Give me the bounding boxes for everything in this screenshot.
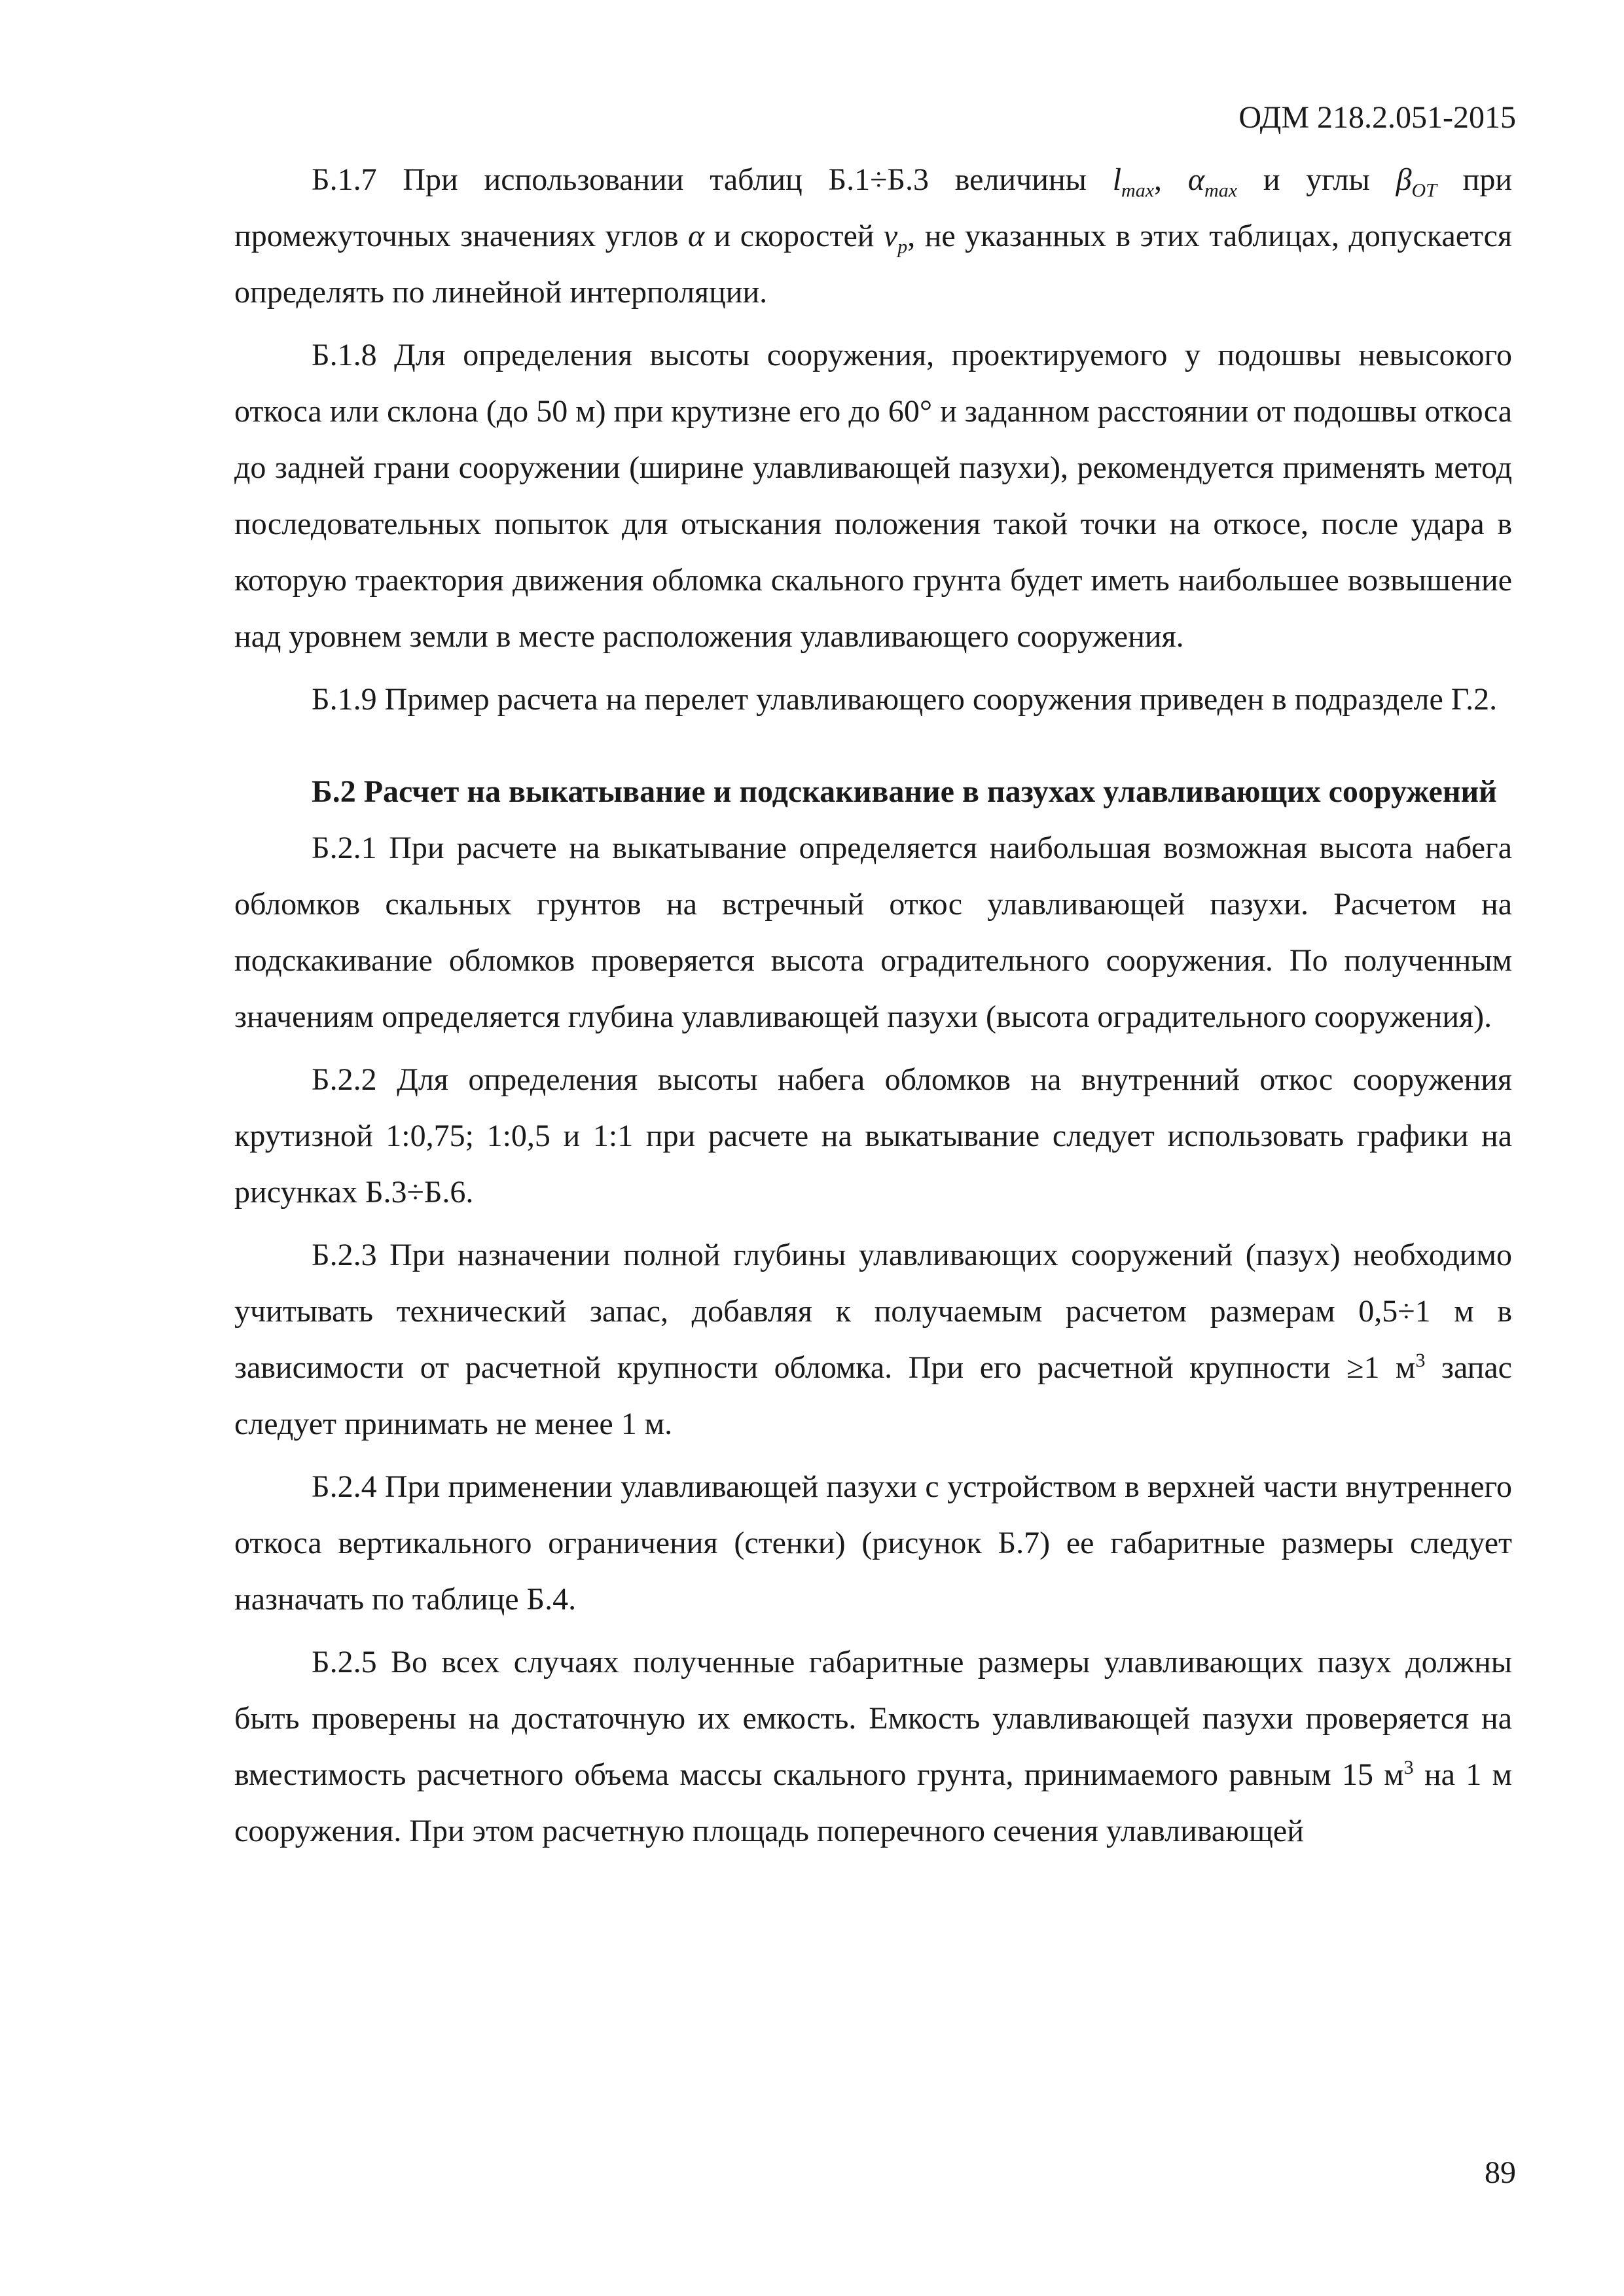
paragraph-b1-7: Б.1.7 При использовании таблиц Б.1÷Б.3 величины $l_{max}$, $\alpha_{max}$ и углы $\beta_{OT}$ при промежуточных значениях углов α и скоростей $v_p$, не указанных в этих таблицах, допускается определять по линейной интерполяции.: [234, 162, 1513, 310]
document-code: ОДМ 218.2.051-2015: [1238, 100, 1516, 135]
paragraph-b2-5: Б.2.5 Во всех случаях полученные габаритные размеры улавливающих пазух должны быть проверены на достаточную их емкость. Емкость улавливающей пазухи проверяется на вместимость расчетного объема массы скального грунта, принимаемого равным 15 $м^3$ на 1 м сооружения. При этом расчетную площадь поперечного сечения улавливающей: [234, 1645, 1512, 1848]
paragraph-b1-8: Б.1.8 Для определения высоты сооружения, проектируемого у подошвы невысокого откоса или склона (до 50 м) при крутизне его до 60° и заданном расстоянии от подошвы откоса до задней грани сооружении (ширине улавливающей пазухи), рекомендуется применять метод последовательных попыток для отыскания положения такой точки на откосе, после удара в которую траектория движения обломка скального грунта будет иметь наибольшее возвышение над уровнем земли в месте расположения улавливающего сооружения.: [234, 338, 1512, 654]
paragraph-b2-1: Б.2.1 При расчете на выкатывание определяется наибольшая возможная высота набега обломков скальных грунтов на встречный откос улавливающей пазухи. Расчетом на подскакивание обломков проверяется высота оградительного сооружения. По полученным значениям определяется глубина улавливающей пазухи (высота оградительного сооружения).: [234, 831, 1512, 1034]
paragraph-b2-2: Б.2.2 Для определения высоты набега обломков на внутренний откос сооружения крутизной 1:0,75; 1:0,5 и 1:1 при расчете на выкатывание следует использовать графики на рисунках Б.3÷Б.6.: [234, 1062, 1512, 1210]
section-heading-b2: Б.2 Расчет на выкатывание и подскакивание в пазухах улавливающих сооружений: [312, 774, 1497, 809]
page-number: 89: [1485, 2155, 1516, 2190]
paragraph-b2-3: Б.2.3 При назначении полной глубины улавливающих сооружений (пазух) необходимо учитывать технический запас, добавляя к получаемым расчетом размерам 0,5÷1 м в зависимости от расчетной крупности обломка. При его расчетной крупности ≥1 $м^3$ запас следует принимать не менее 1 м.: [234, 1238, 1512, 1441]
page-content: [234, 152, 1512, 1866]
paragraph-b2-4: Б.2.4 При применении улавливающей пазухи с устройством в верхней части внутреннего откоса вертикального ограничения (стенки) (рисунок Б.7) ее габаритные размеры следует назначать по таблице Б.4.: [234, 1469, 1512, 1617]
paragraph-b1-9: Б.1.9 Пример расчета на перелет улавливающего сооружения приведен в подразделе Г.2.: [312, 682, 1498, 717]
